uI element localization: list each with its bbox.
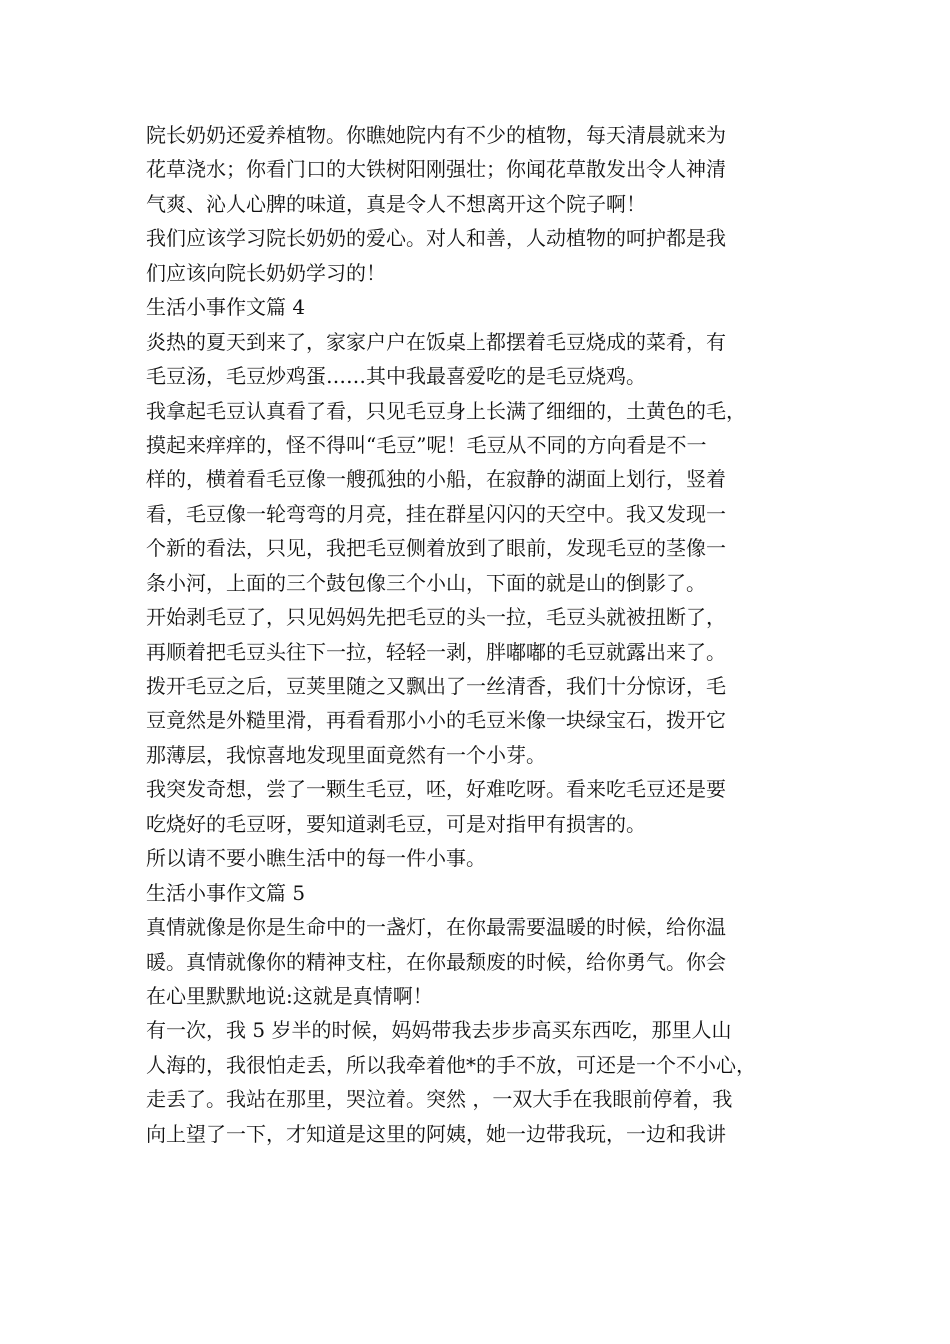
- text-line: 开始剥毛豆了，只见妈妈先把毛豆的头一拉，毛豆头就被扭断了，: [146, 605, 726, 630]
- section-heading: 生活小事作文篇 5: [146, 880, 306, 905]
- text-line: 在心里默默地说:这就是真情啊！: [146, 983, 433, 1008]
- text-line: 豆竟然是外糙里滑，再看看那小小的毛豆米像一块绿宝石，拨开它: [146, 708, 726, 733]
- text-line: 花草浇水；你看门口的大铁树阳刚强壮；你闻花草散发出令人神清: [146, 157, 726, 182]
- text-line: 吃烧好的毛豆呀，要知道剥毛豆，可是对指甲有损害的。: [146, 811, 646, 836]
- text-line: 摸起来痒痒的，怪不得叫“毛豆”呢！毛豆从不同的方向看是不一: [146, 432, 707, 457]
- text-line: 院长奶奶还爱养植物。你瞧她院内有不少的植物，每天清晨就来为: [146, 123, 726, 147]
- text-line: 向上望了一下，才知道是这里的阿姨，她一边带我玩，一边和我讲: [146, 1121, 726, 1146]
- text-line: 条小河，上面的三个鼓包像三个小山，下面的就是山的倒影了。: [146, 570, 706, 595]
- text-line: 毛豆汤，毛豆炒鸡蛋……其中我最喜爱吃的是毛豆烧鸡。: [146, 364, 646, 389]
- text-line: 我拿起毛豆认真看了看，只见毛豆身上长满了细细的，土黄色的毛，: [146, 398, 746, 423]
- text-line: 那薄层，我惊喜地发现里面竟然有一个小芽。: [146, 742, 546, 767]
- text-line: 我们应该学习院长奶奶的爱心。对人和善，人动植物的呵护都是我: [146, 226, 726, 251]
- text-line: 们应该向院长奶奶学习的！: [146, 260, 386, 285]
- text-line: 气爽、沁人心脾的味道，真是令人不想离开这个院子啊！: [146, 191, 646, 216]
- text-line: 我突发奇想，尝了一颗生毛豆，呸，好难吃呀。看来吃毛豆还是要: [146, 777, 726, 802]
- text-line: 真情就像是你是生命中的一盏灯，在你最需要温暖的时候，给你温: [146, 915, 726, 940]
- text-line: 人海的，我很怕走丢，所以我牵着他*的手不放，可还是一个不小心，: [146, 1052, 756, 1077]
- text-line: 样的，横着看毛豆像一艘孤独的小船，在寂静的湖面上划行，竖着: [146, 467, 726, 492]
- text-line: 拨开毛豆之后，豆荚里随之又飘出了一丝清香，我们十分惊讶，毛: [146, 674, 726, 698]
- text-line: 再顺着把毛豆头往下一拉，轻轻一剥，胖嘟嘟的毛豆就露出来了。: [146, 639, 726, 664]
- document-body: [146, 118, 806, 1151]
- text-line: 有一次，我 5 岁半的时候，妈妈带我去步步高买东西吃，那里人山: [146, 1018, 732, 1043]
- text-line: 暖。真情就像你的精神支柱，在你最颓废的时候，给你勇气。你会: [146, 949, 726, 974]
- text-line: 看，毛豆像一轮弯弯的月亮，挂在群星闪闪的天空中。我又发现一: [146, 501, 726, 526]
- section-heading: 生活小事作文篇 4: [146, 295, 306, 320]
- text-line: 所以请不要小瞧生活中的每一件小事。: [146, 846, 486, 871]
- text-line: 炎热的夏天到来了，家家户户在饭桌上都摆着毛豆烧成的菜肴，有: [146, 329, 726, 354]
- text-line: 个新的看法，只见，我把毛豆侧着放到了眼前，发现毛豆的茎像一: [146, 536, 726, 561]
- text-line: 走丢了。我站在那里，哭泣着。突然 ，一双大手在我眼前停着，我: [146, 1087, 733, 1112]
